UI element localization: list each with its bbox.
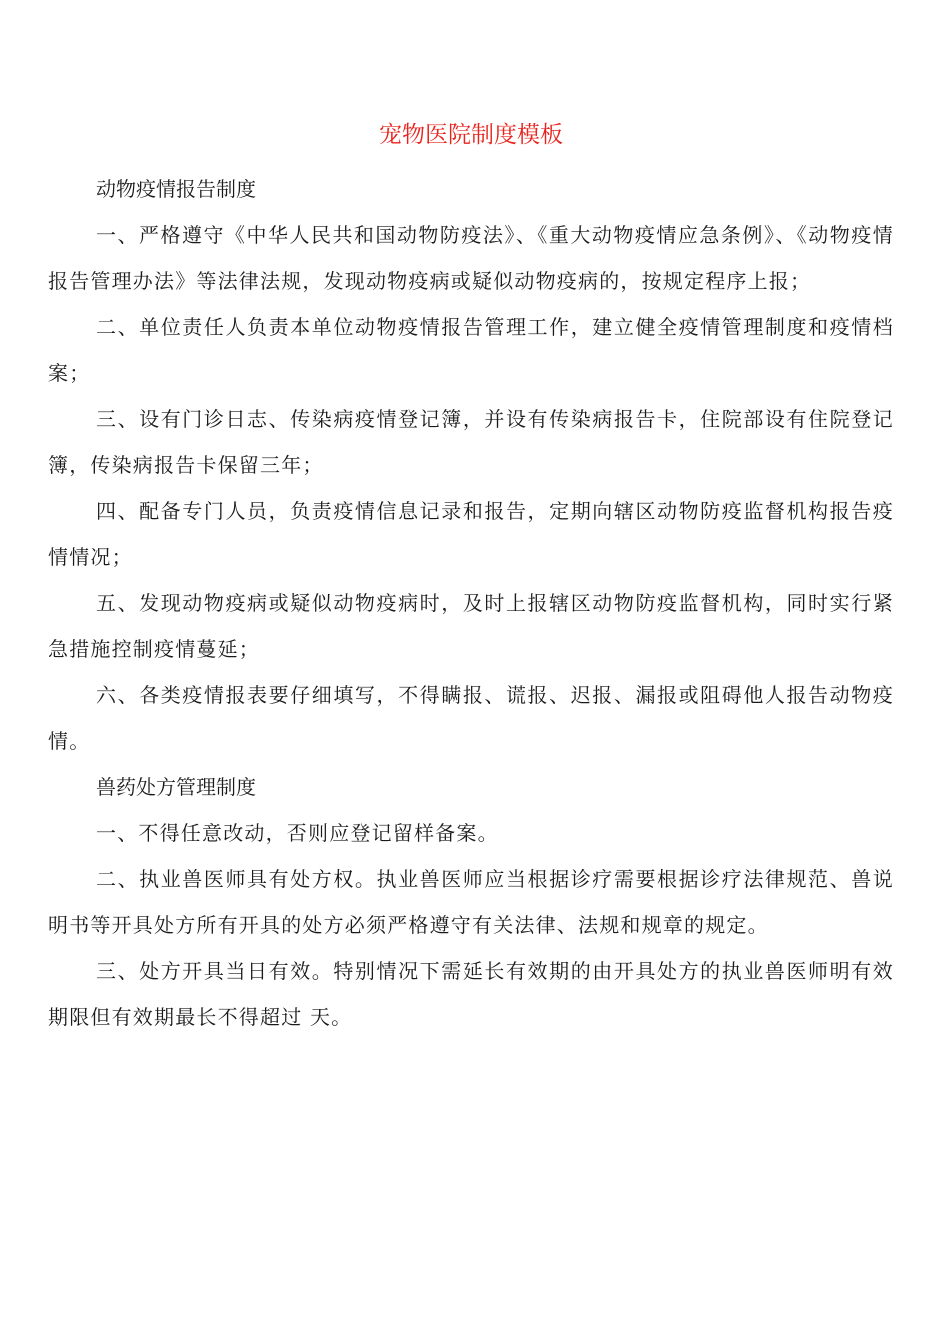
section-epidemic-report <box>48 166 894 764</box>
paragraph: 四、配备专门人员，负责疫情信息记录和报告，定期向辖区动物防疫监督机构报告疫情情况； <box>48 499 894 569</box>
section-heading: 兽药处方管理制度 <box>96 775 256 799</box>
paragraph: 一、严格遵守《中华人民共和国动物防疫法》、《重大动物疫情应急条例》、《动物疫情报告管理办法》等法律法规，发现动物疫病或疑似动物疫病的，按规定程序上报； <box>48 223 894 293</box>
document-title: 宠物医院制度模板 <box>379 122 563 148</box>
paragraph: 一、不得任意改动，否则应登记留样备案。 <box>96 821 499 845</box>
section-prescription-management <box>48 764 894 1040</box>
paragraph: 六、各类疫情报表要仔细填写，不得瞒报、谎报、迟报、漏报或阻碍他人报告动物疫情。 <box>48 683 894 753</box>
paragraph: 三、处方开具当日有效。特别情况下需延长有效期的由开具处方的执业兽医师明有效期限但有效期最长不得超过 天。 <box>48 959 894 1029</box>
section-heading: 动物疫情报告制度 <box>96 177 256 201</box>
document-page <box>48 112 894 1040</box>
paragraph: 二、执业兽医师具有处方权。执业兽医师应当根据诊疗需要根据诊疗法律规范、兽说明书等开具处方所有开具的处方必须严格遵守有关法律、法规和规章的规定。 <box>48 867 894 937</box>
paragraph: 三、设有门诊日志、传染病疫情登记簿，并设有传染病报告卡，住院部设有住院登记簿，传染病报告卡保留三年； <box>48 407 894 477</box>
paragraph: 五、发现动物疫病或疑似动物疫病时，及时上报辖区动物防疫监督机构，同时实行紧急措施控制疫情蔓延； <box>48 591 894 661</box>
paragraph: 二、单位责任人负责本单位动物疫情报告管理工作，建立健全疫情管理制度和疫情档案； <box>48 315 894 385</box>
